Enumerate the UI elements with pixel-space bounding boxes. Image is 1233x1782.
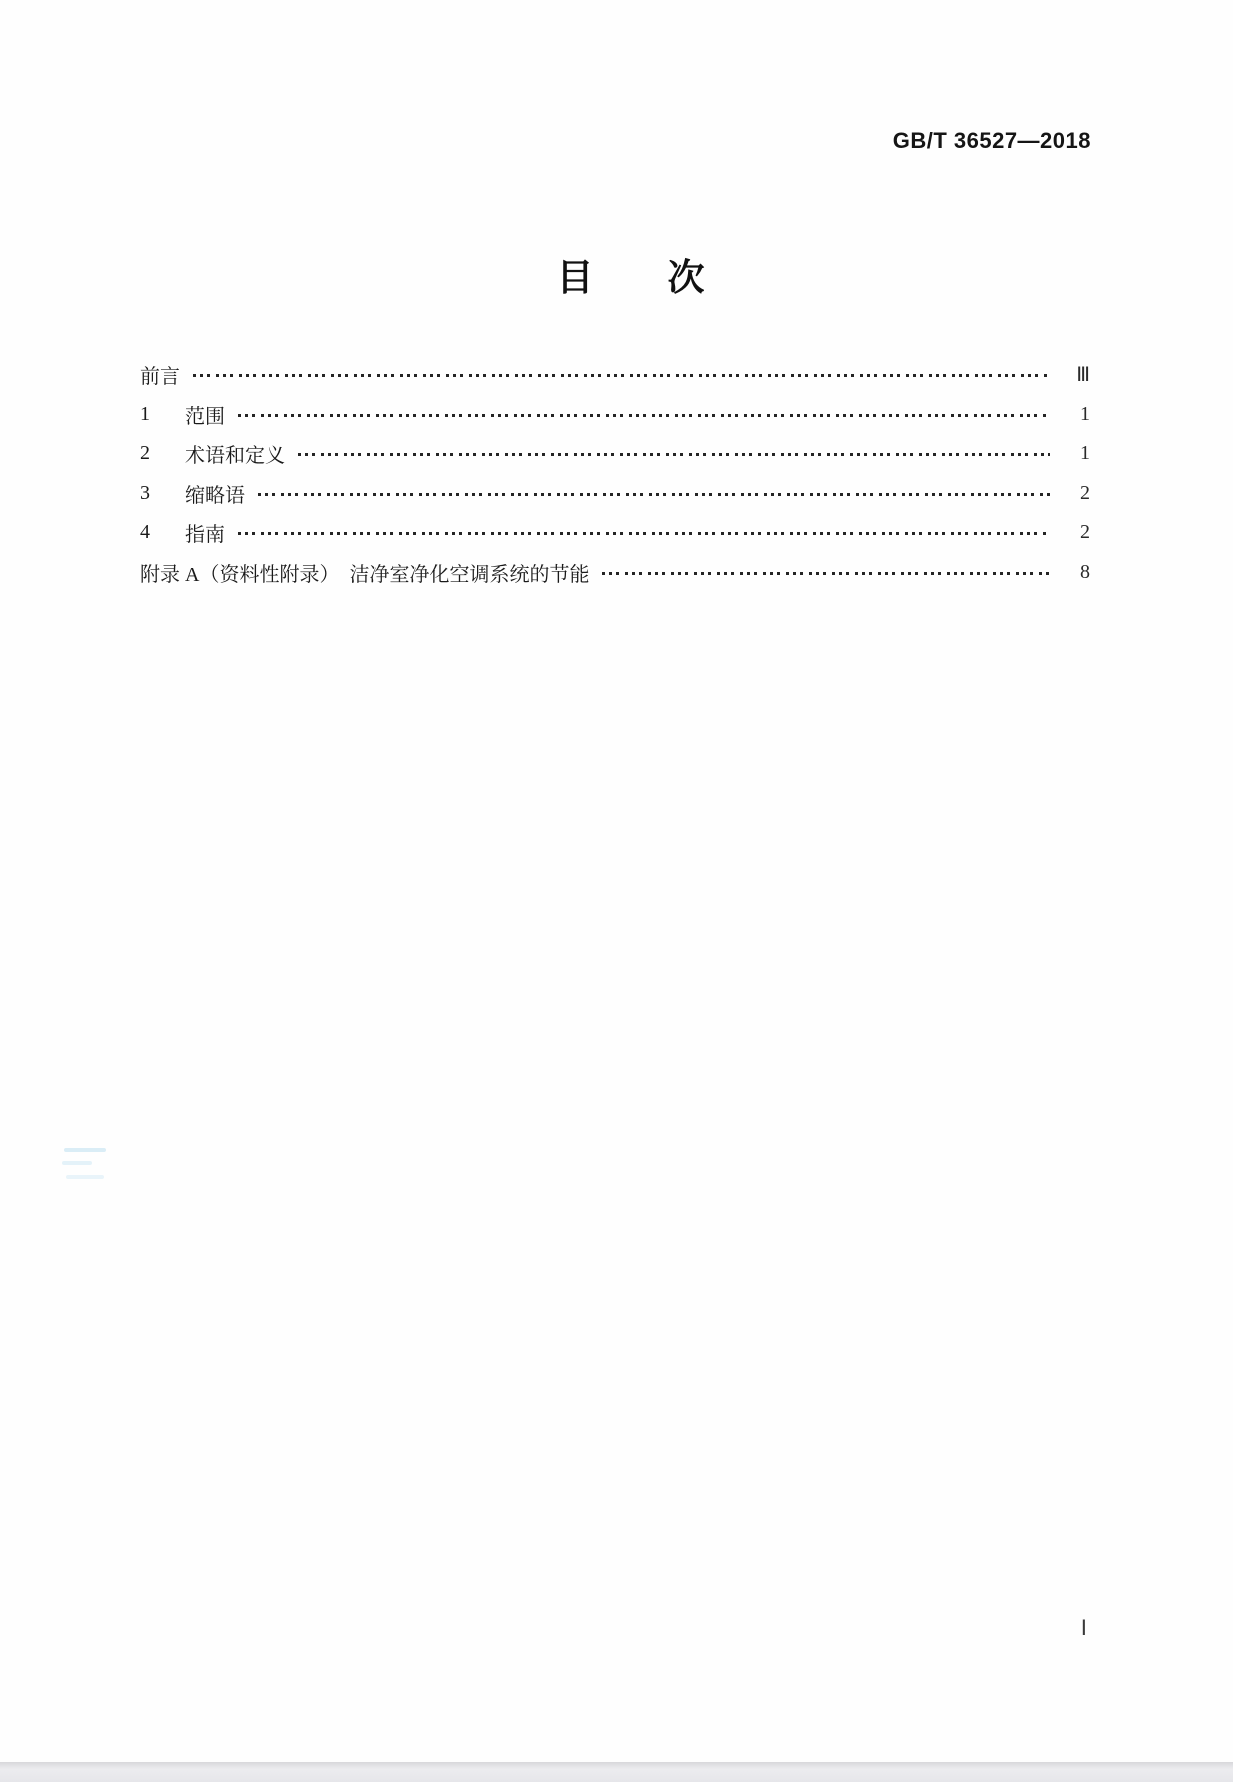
scan-artifact-streak (64, 1148, 106, 1152)
toc-entry (140, 395, 1090, 435)
toc-entry-label: 指南 (185, 524, 225, 547)
toc-entry-number: 2 (140, 442, 150, 465)
toc-entry-page: 1 (1080, 442, 1090, 465)
toc-entry-label: 范围 (185, 405, 225, 428)
toc-entry-page: 1 (1080, 402, 1090, 425)
toc-entry (140, 553, 1090, 593)
scan-artifact-streak (62, 1161, 92, 1165)
scan-artifact-watermark (62, 1148, 112, 1190)
page-title: 目 次 (556, 257, 705, 298)
toc-entry-page: 8 (1080, 560, 1090, 583)
toc-entry (140, 513, 1090, 553)
toc-entry-page: Ⅲ (1076, 364, 1090, 387)
dot-leader (258, 493, 1050, 496)
toc-entry-label: 前言 (140, 366, 180, 389)
dot-leader (193, 374, 1050, 377)
toc-entry (140, 355, 1090, 395)
dot-leader (602, 572, 1050, 575)
scan-bottom-edge (0, 1762, 1233, 1782)
toc-entry-number: 3 (140, 481, 150, 504)
toc-entry-label: 附录 A（资料性附录） 洁净室净化空调系统的节能 (140, 563, 590, 586)
toc-entry-label: 术语和定义 (185, 445, 285, 468)
toc-entry-number: 1 (140, 402, 150, 425)
toc-entry (140, 434, 1090, 474)
toc-entry (140, 474, 1090, 514)
toc-entry-page: 2 (1080, 481, 1090, 504)
dot-leader (238, 414, 1050, 417)
standard-code: GB/T 36527—2018 (892, 128, 1091, 153)
dot-leader (238, 532, 1050, 535)
toc-entry-number: 4 (140, 521, 150, 544)
dot-leader (298, 453, 1050, 456)
toc-entry-page: 2 (1080, 521, 1090, 544)
toc-entry-label: 缩略语 (185, 484, 245, 507)
table-of-contents (140, 355, 1090, 592)
scan-artifact-streak (66, 1175, 104, 1179)
footer-page-number: Ⅰ (1080, 1616, 1087, 1640)
